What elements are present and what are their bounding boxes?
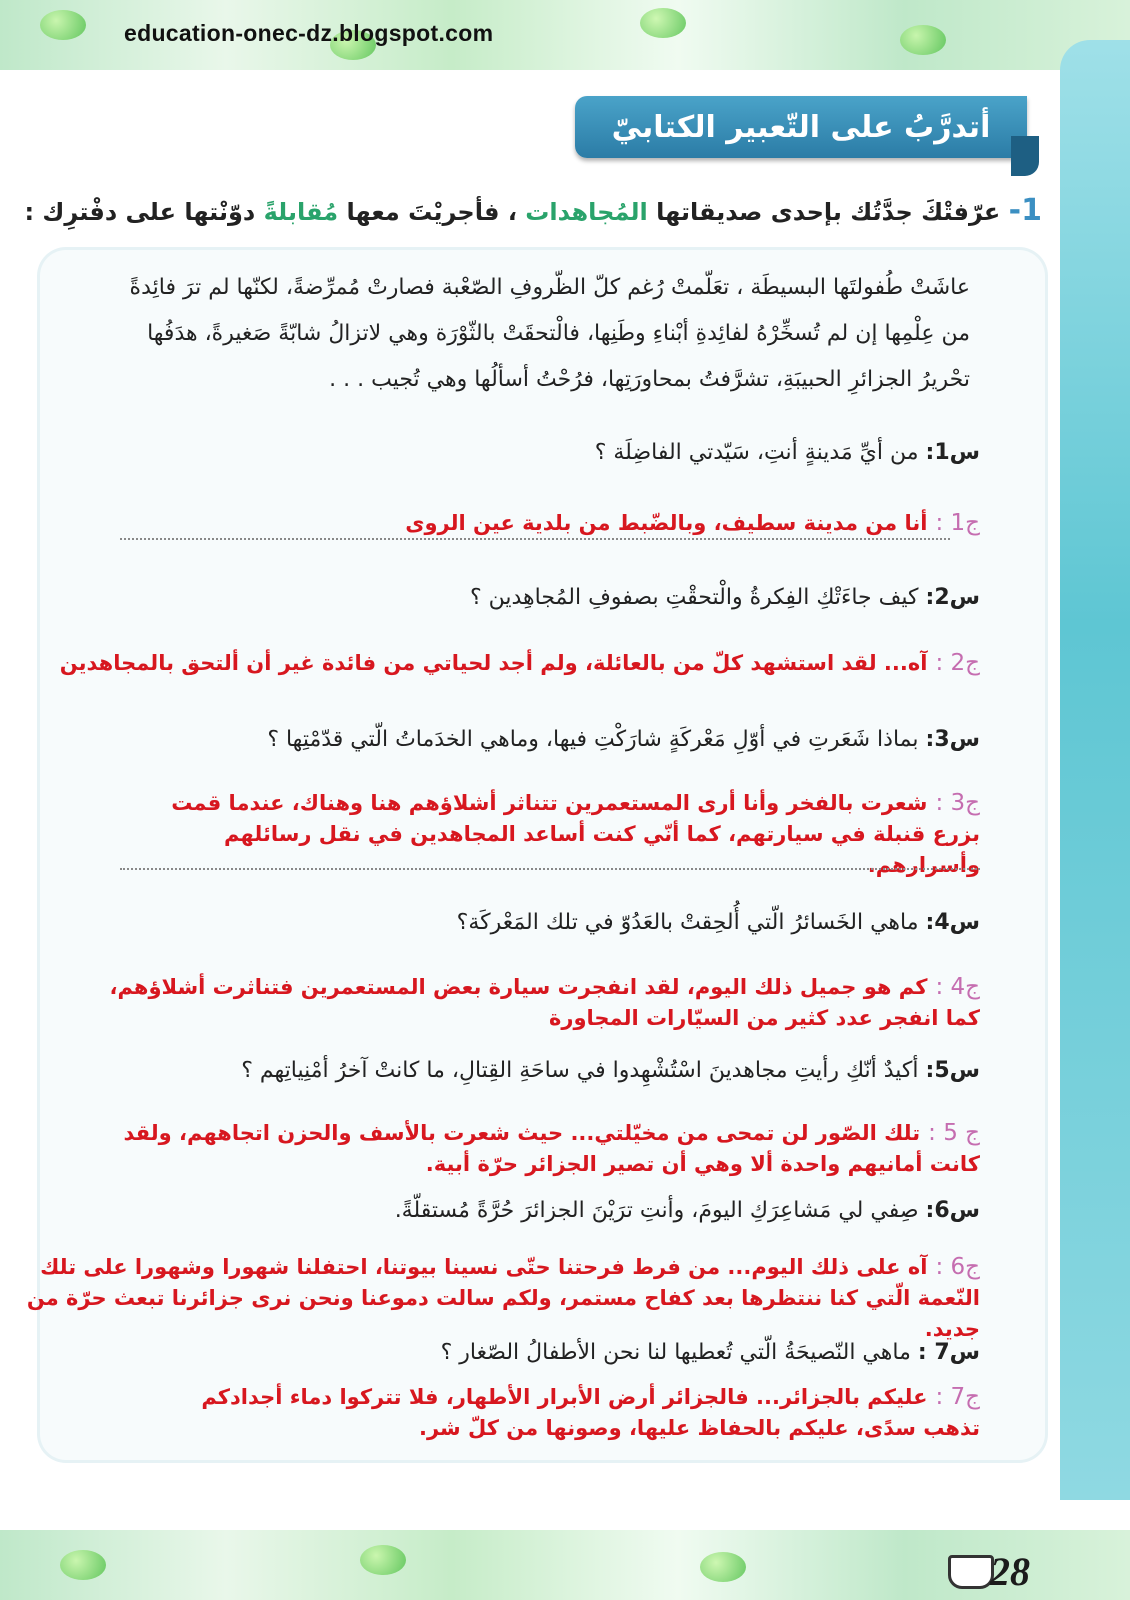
- website-watermark: education-onec-dz.blogspot.com: [124, 20, 494, 46]
- question-text: ماهي النّصيحَةُ الّتي تُعطيها لنا نحن الأطفالُ الصّغار ؟: [440, 1340, 911, 1365]
- question-text: صِفي لي مَشاعِرَكِ اليومَ، وأنتِ ترَيْنَ الجزائرَ حُرَّةً مُستقلّةً.: [394, 1198, 919, 1223]
- right-side-frame: [1060, 40, 1130, 1500]
- question-label: س4:: [925, 910, 980, 935]
- section-title: أتدرَّبُ على التّعبير الكتابيّ: [611, 109, 991, 145]
- answer-label: ج3 :: [935, 790, 980, 816]
- banner-curl: [1011, 136, 1039, 176]
- instruction-highlight-2: مُقابلةً: [263, 198, 339, 226]
- leaf-decoration: [60, 1550, 106, 1580]
- question-1: [595, 440, 980, 465]
- question-label: س6:: [925, 1198, 980, 1223]
- question-text: أكيدٌ أنّكِ رأيتِ مجاهدينَ اسْتُشْهِدوا في ساحَةِ القِتالِ، ما كانتْ آخرُ أمْنِياتِهم ؟: [241, 1058, 919, 1083]
- answer-line: [120, 868, 980, 870]
- question-text: ماهي الخَسائرُ الّتي أُلحِقتْ بالعَدُوّ في تلك المَعْركَة؟: [456, 910, 919, 935]
- question-3: [267, 727, 980, 752]
- answer-label: ج6 :: [935, 1254, 980, 1280]
- instruction-highlight-1: المُجاهدات: [525, 198, 648, 226]
- question-5: [241, 1058, 980, 1083]
- question-2: [470, 585, 980, 610]
- question-label: س7 :: [917, 1340, 980, 1365]
- answer-5: [120, 1118, 980, 1180]
- answer-text: عليكم بالجزائر... فالجزائر أرض الأبرار الأطهار، فلا تتركوا دماء أجدادكم تذهب سدًى، عليكم بالحفاظ عليها، وصونها من كلّ شر.: [201, 1385, 980, 1440]
- answer-label: ج 5 :: [928, 1120, 980, 1146]
- intro-paragraph: عاشَتْ طُفولتَها البسيطَة ، تعَلّمتْ رُغم كلّ الظّروفِ الصّعْبة فصارتْ مُمرِّضةً، لكنّها لم ترَ فائِدةً من عِلْمِها إن لم تُسخِّرْهُ لفائِدةِ أبْناءِ وطَنِها، فالْتحقَتْ بالثّوْرَة وهي لاتزالُ شابّةً صَغيرةً، هدَفُها تحْريرُ الجزائرِ الحبيبَةِ، تشرَّفتُ بمحاورَتِها، فرُحْتُ أسألُها وهي تُجيب . . .: [129, 275, 970, 392]
- leaf-decoration: [360, 1545, 406, 1575]
- page-number: 28: [990, 1549, 1030, 1594]
- instruction-text-2: ، فأجريْتَ معها: [346, 198, 517, 226]
- question-label: س5:: [925, 1058, 980, 1083]
- question-label: س2:: [925, 585, 980, 610]
- answer-label: ج4 :: [935, 974, 980, 1000]
- answer-text: أنا من مدينة سطيف، وبالضّبط من بلدية عين الروى: [405, 511, 928, 535]
- exercise-number: 1-: [1008, 193, 1042, 228]
- book-icon: [948, 1555, 994, 1589]
- answer-text: كم هو جميل ذلك اليوم، لقد انفجرت سيارة بعض المستعمرين فتناثرت أشلاؤهم، كما انفجر عدد كثير من السيّارات المجاورة: [109, 975, 980, 1030]
- leaf-decoration: [700, 1552, 746, 1582]
- question-text: من أيِّ مَدينةٍ أنتِ، سَيّدتي الفاضِلَة ؟: [594, 440, 919, 465]
- answer-2: [60, 648, 980, 679]
- answer-4: [80, 972, 980, 1034]
- question-6: [395, 1198, 980, 1223]
- leaf-decoration: [640, 8, 686, 38]
- instruction-text-1: عرّفتْكَ جدَّتُك بإحدى صديقاتها: [656, 198, 1001, 226]
- answer-label: ج2 :: [935, 650, 980, 676]
- answer-text: آه على ذلك اليوم... من فرط فرحتنا حتّى نسينا بيوتنا، احتفلنا شهورا وشهورا على تلك النّعمة الّتي كنا ننتظرها بعد كفاح مستمر، ولكم سالت دموعنا ونحن نرى جزائرنا تبعث حرّة من جديد.: [26, 1255, 980, 1341]
- answer-text: شعرت بالفخر وأنا أرى المستعمرين تتناثر أشلاؤهم هنا وهناك، عندما قمت بزرع قنبلة في سيارتهم، كما أنّي كنت أساعد المجاهدين في نقل رسائلهم وأسرارهم.: [171, 791, 980, 877]
- question-label: س1:: [925, 440, 980, 465]
- question-text: كيف جاءَتْكِ الفِكرةُ والْتحقْتِ بصفوفِ المُجاهِدين ؟: [469, 585, 919, 610]
- section-title-banner: [575, 96, 1027, 158]
- leaf-decoration: [40, 10, 86, 40]
- question-4: [457, 910, 980, 935]
- answer-7: [140, 1382, 980, 1444]
- answer-line: [120, 538, 950, 540]
- answer-1: [80, 508, 980, 539]
- answer-text: آه... لقد استشهد كلّ من بالعائلة، ولم أجد لحياتي من فائدة غير أن ألتحق بالمجاهدين: [59, 651, 928, 675]
- leaf-decoration: [900, 25, 946, 55]
- answer-label: ج7 :: [935, 1384, 980, 1410]
- answer-text: تلك الصّور لن تمحى من مخيّلتي... حيث شعرت بالأسف والحزن اتجاههم، ولقد كانت أمانيهم واحدة ألا وهي أن تصير الجزائر حرّة أبية.: [123, 1121, 980, 1176]
- question-7: [441, 1340, 980, 1365]
- answer-6: [20, 1252, 980, 1345]
- question-label: س3:: [925, 727, 980, 752]
- instruction-text-3: دوّنْتها على دفْترِك :: [24, 198, 256, 226]
- answer-label: ج1 :: [935, 510, 980, 536]
- exercise-instruction: [24, 193, 1042, 228]
- question-text: بماذا شَعَرتِ في أوّلِ مَعْركَةٍ شارَكْتِ فيها، وماهي الخدَماتُ الّتي قدّمْتِها ؟: [267, 727, 919, 752]
